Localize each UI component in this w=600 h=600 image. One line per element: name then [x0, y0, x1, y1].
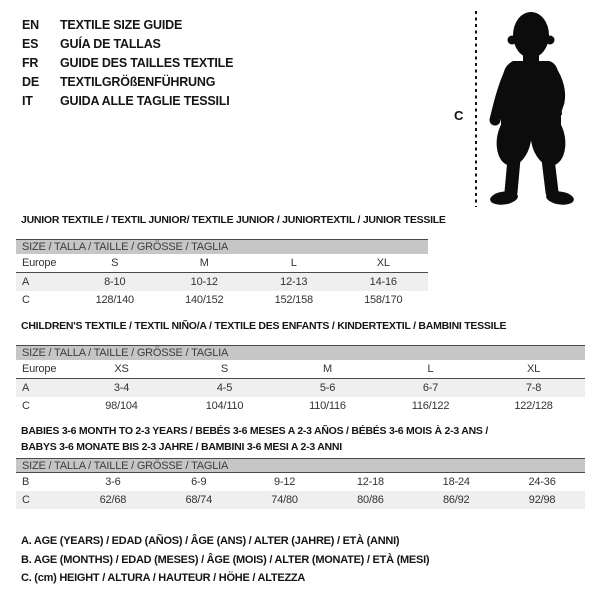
- children-section-heading: CHILDREN'S TEXTILE / TEXTIL NIÑO/A / TEXTILE DES ENFANTS / KINDERTEXTIL / BAMBINI TESSILE: [21, 320, 507, 332]
- table-row: [16, 473, 585, 491]
- table-row: [16, 254, 428, 273]
- language-title: TEXTILE SIZE GUIDE: [60, 17, 183, 32]
- language-title: TEXTILGRÖßENFÜHRUNG: [60, 74, 216, 89]
- value-cell: 9-12: [273, 475, 296, 488]
- height-label-c: C: [454, 108, 464, 123]
- table-header-row: [16, 346, 585, 360]
- junior-section-heading: JUNIOR TEXTILE / TEXTIL JUNIOR/ TEXTILE JUNIOR / JUNIORTEXTIL / JUNIOR TESSILE: [21, 214, 446, 226]
- size-cell: L: [379, 360, 482, 379]
- language-row: [22, 72, 233, 91]
- baby-height-figure: [440, 8, 600, 210]
- children-size-table: [16, 345, 585, 415]
- language-row: [22, 91, 233, 110]
- value-cell: 6-9: [191, 475, 207, 488]
- value-cell: 24-36: [528, 475, 556, 488]
- value-cell: 18-24: [442, 475, 470, 488]
- row-label: C: [22, 493, 30, 506]
- value-cell: 3-6: [105, 475, 121, 488]
- language-row: [22, 53, 233, 72]
- footnote-age-years: A. AGE (YEARS) / EDAD (AÑOS) / ÂGE (ANS) / ALTER (JAHRE) / ETÀ (ANNI): [21, 535, 400, 547]
- row-label: A: [22, 275, 30, 288]
- junior-size-table: [16, 239, 428, 309]
- baby-silhouette-icon: [489, 12, 575, 206]
- row-label: A: [22, 381, 30, 394]
- size-cell: XL: [482, 360, 585, 379]
- table-row: [16, 491, 585, 509]
- value-cell: 152/158: [274, 293, 313, 306]
- value-cell: 62/68: [99, 493, 127, 506]
- table-row: [16, 291, 428, 309]
- size-cell: XL: [339, 254, 429, 273]
- babies-size-table: [16, 458, 585, 509]
- language-title-list: [22, 15, 233, 110]
- language-title: GUIDA ALLE TAGLIE TESSILI: [60, 93, 230, 108]
- language-code: EN: [22, 17, 39, 32]
- footnote-age-months: B. AGE (MONTHS) / EDAD (MESES) / ÂGE (MOIS) / ALTER (MONATE) / ETÀ (MESI): [21, 553, 430, 566]
- size-cell: M: [160, 254, 250, 273]
- row-label: B: [22, 475, 30, 488]
- size-cell: L: [249, 254, 339, 273]
- babies-section-heading-line1: BABIES 3-6 MONTH TO 2-3 YEARS / BEBÉS 3-6 MESES A 2-3 AÑOS / BÉBÉS 3-6 MOIS À 2-3 ANS /: [21, 425, 489, 437]
- table-header-row: [16, 459, 585, 473]
- value-cell: 8-10: [104, 275, 126, 288]
- row-label: C: [22, 399, 30, 412]
- language-row: [22, 15, 233, 34]
- table-row: [16, 397, 585, 415]
- size-header-label: SIZE / TALLA / TAILLE / GRÖSSE / TAGLIA: [16, 459, 585, 473]
- size-cell: S: [173, 360, 276, 379]
- table-row: [16, 360, 585, 379]
- value-cell: 14-16: [369, 275, 397, 288]
- size-header-label: SIZE / TALLA / TAILLE / GRÖSSE / TAGLIA: [16, 346, 585, 360]
- value-cell: 104/110: [205, 399, 244, 412]
- value-cell: 12-13: [280, 275, 308, 288]
- language-title: GUIDE DES TAILLES TEXTILE: [60, 55, 234, 70]
- row-label: C: [22, 293, 30, 306]
- value-cell: 158/170: [364, 293, 403, 306]
- value-cell: 86/92: [442, 493, 470, 506]
- row-label: Europe: [16, 254, 70, 273]
- value-cell: 7-8: [525, 381, 542, 394]
- table-header-row: [16, 240, 428, 254]
- value-cell: 92/98: [528, 493, 556, 506]
- legend-footnotes: [21, 532, 429, 588]
- value-cell: 68/74: [185, 493, 212, 506]
- value-cell: 6-7: [422, 381, 439, 394]
- value-cell: 98/104: [105, 399, 138, 412]
- language-code: ES: [22, 36, 39, 51]
- value-cell: 3-4: [113, 381, 130, 394]
- language-code: DE: [22, 74, 39, 89]
- value-cell: 12-18: [356, 475, 384, 488]
- value-cell: 10-12: [190, 275, 218, 288]
- value-cell: 110/116: [309, 399, 346, 412]
- value-cell: 122/128: [514, 399, 553, 412]
- value-cell: 128/140: [95, 293, 134, 306]
- value-cell: 80/86: [357, 493, 384, 506]
- value-cell: 140/152: [185, 293, 224, 306]
- babies-section-heading-line2: BABYS 3-6 MONATE BIS 2-3 JAHRE / BAMBINI 3-6 MESI A 2-3 ANNI: [21, 441, 342, 453]
- row-label: Europe: [16, 360, 70, 379]
- language-title: GUÍA DE TALLAS: [60, 36, 161, 51]
- size-cell: S: [70, 254, 160, 273]
- value-cell: 4-5: [216, 381, 233, 394]
- size-cell: XS: [70, 360, 173, 379]
- table-row: [16, 273, 428, 291]
- size-cell: M: [276, 360, 379, 379]
- language-code: FR: [22, 55, 39, 70]
- footnote-height-cm: C. (cm) HEIGHT / ALTURA / HAUTEUR / HÖHE / ALTEZZA: [21, 572, 306, 584]
- table-row: [16, 379, 585, 397]
- size-header-label: SIZE / TALLA / TAILLE / GRÖSSE / TAGLIA: [16, 240, 428, 254]
- value-cell: 74/80: [271, 493, 298, 506]
- language-code: IT: [22, 93, 33, 108]
- value-cell: 5-6: [319, 381, 336, 394]
- language-row: [22, 34, 233, 53]
- value-cell: 116/122: [411, 399, 450, 412]
